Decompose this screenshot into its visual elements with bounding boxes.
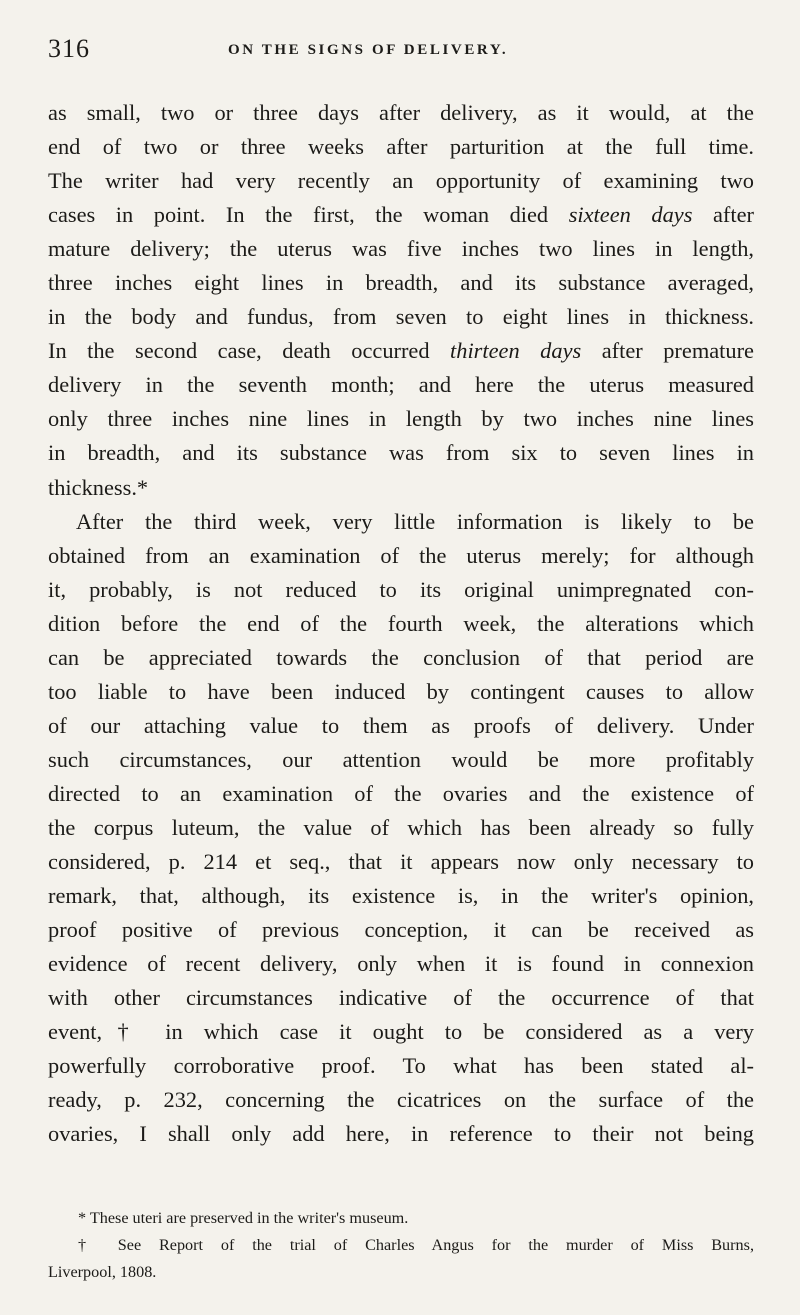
text-line: After the third week, very little information is likely to be bbox=[76, 508, 754, 534]
text-line: as small, two or three days after delivery, as it would, at the bbox=[48, 100, 754, 125]
text-line: powerfully corroborative proof. To what has been stated al- bbox=[48, 1053, 754, 1079]
footnote-2: † See Report of the trial of Charles Angus for the murder of Miss Burns, bbox=[78, 1236, 754, 1254]
text-line: event,† in which case it ought to be considered as a very bbox=[48, 1019, 754, 1045]
text-line: thickness.* bbox=[48, 474, 149, 500]
text-line: in breadth, and its substance was from six to seven lines in bbox=[48, 440, 754, 466]
footnote-2-continued: Liverpool, 1808. bbox=[48, 1263, 157, 1281]
text-line: can be appreciated towards the conclusion of that period are bbox=[48, 644, 754, 670]
text-line bbox=[48, 198, 754, 232]
text-line: in the body and fundus, from seven to eight lines in thickness. bbox=[48, 304, 754, 330]
text-line: considered, p. 214 et seq., that it appears now only necessary to bbox=[48, 849, 754, 875]
text-line: evidence of recent delivery, only when it is found in connexion bbox=[48, 951, 754, 977]
text-line: such circumstances, our attention would be more profitably bbox=[48, 746, 754, 772]
running-head: ON THE SIGNS OF DELIVERY. bbox=[228, 42, 509, 58]
footnotes bbox=[48, 1205, 754, 1286]
text-line: remark, that, although, its existence is, in the writer's opinion, bbox=[48, 883, 754, 909]
text-line: delivery in the seventh month; and here the uterus measured bbox=[48, 372, 754, 398]
italic-phrase: thirteen days bbox=[450, 338, 582, 364]
text-line: too liable to have been induced by contingent causes to allow bbox=[48, 678, 754, 704]
text-line: The writer had very recently an opportunity of examining two bbox=[48, 168, 754, 194]
page-number: 316 bbox=[48, 34, 90, 63]
text-line: of our attaching value to them as proofs of delivery. Under bbox=[48, 712, 754, 738]
text-line: end of two or three weeks after parturition at the full time. bbox=[48, 134, 754, 160]
text-line: proof positive of previous conception, it can be received as bbox=[48, 917, 754, 943]
text-line: it, probably, is not reduced to its original unimpregnated con- bbox=[48, 576, 754, 602]
text-fragment: after premature bbox=[581, 338, 754, 364]
text-fragment: after bbox=[692, 202, 755, 228]
body-text bbox=[48, 96, 754, 1151]
text-line: mature delivery; the uterus was five inches two lines in length, bbox=[48, 236, 754, 262]
text-line: with other circumstances indicative of the occurrence of that bbox=[48, 985, 754, 1011]
text-line: only three inches nine lines in length by two inches nine lines bbox=[48, 406, 754, 432]
text-line: obtained from an examination of the uterus merely; for although bbox=[48, 542, 754, 568]
italic-phrase: sixteen days bbox=[568, 202, 693, 228]
text-fragment: In the second case, death occurred bbox=[48, 338, 451, 364]
text-line: ready, p. 232, concerning the cicatrices on the surface of the bbox=[48, 1087, 754, 1113]
text-line bbox=[48, 334, 754, 368]
text-line: the corpus luteum, the value of which has been already so fully bbox=[48, 814, 754, 840]
text-line: dition before the end of the fourth week, the alterations which bbox=[48, 610, 754, 636]
footnote-1: * These uteri are preserved in the writer's museum. bbox=[78, 1209, 409, 1227]
text-fragment: cases in point. In the first, the woman died bbox=[48, 202, 569, 228]
text-line: three inches eight lines in breadth, and its substance averaged, bbox=[48, 270, 754, 296]
text-line: ovaries, I shall only add here, in reference to their not being bbox=[48, 1121, 754, 1147]
text-line: directed to an examination of the ovaries and the existence of bbox=[48, 780, 754, 806]
page-header bbox=[48, 34, 760, 74]
